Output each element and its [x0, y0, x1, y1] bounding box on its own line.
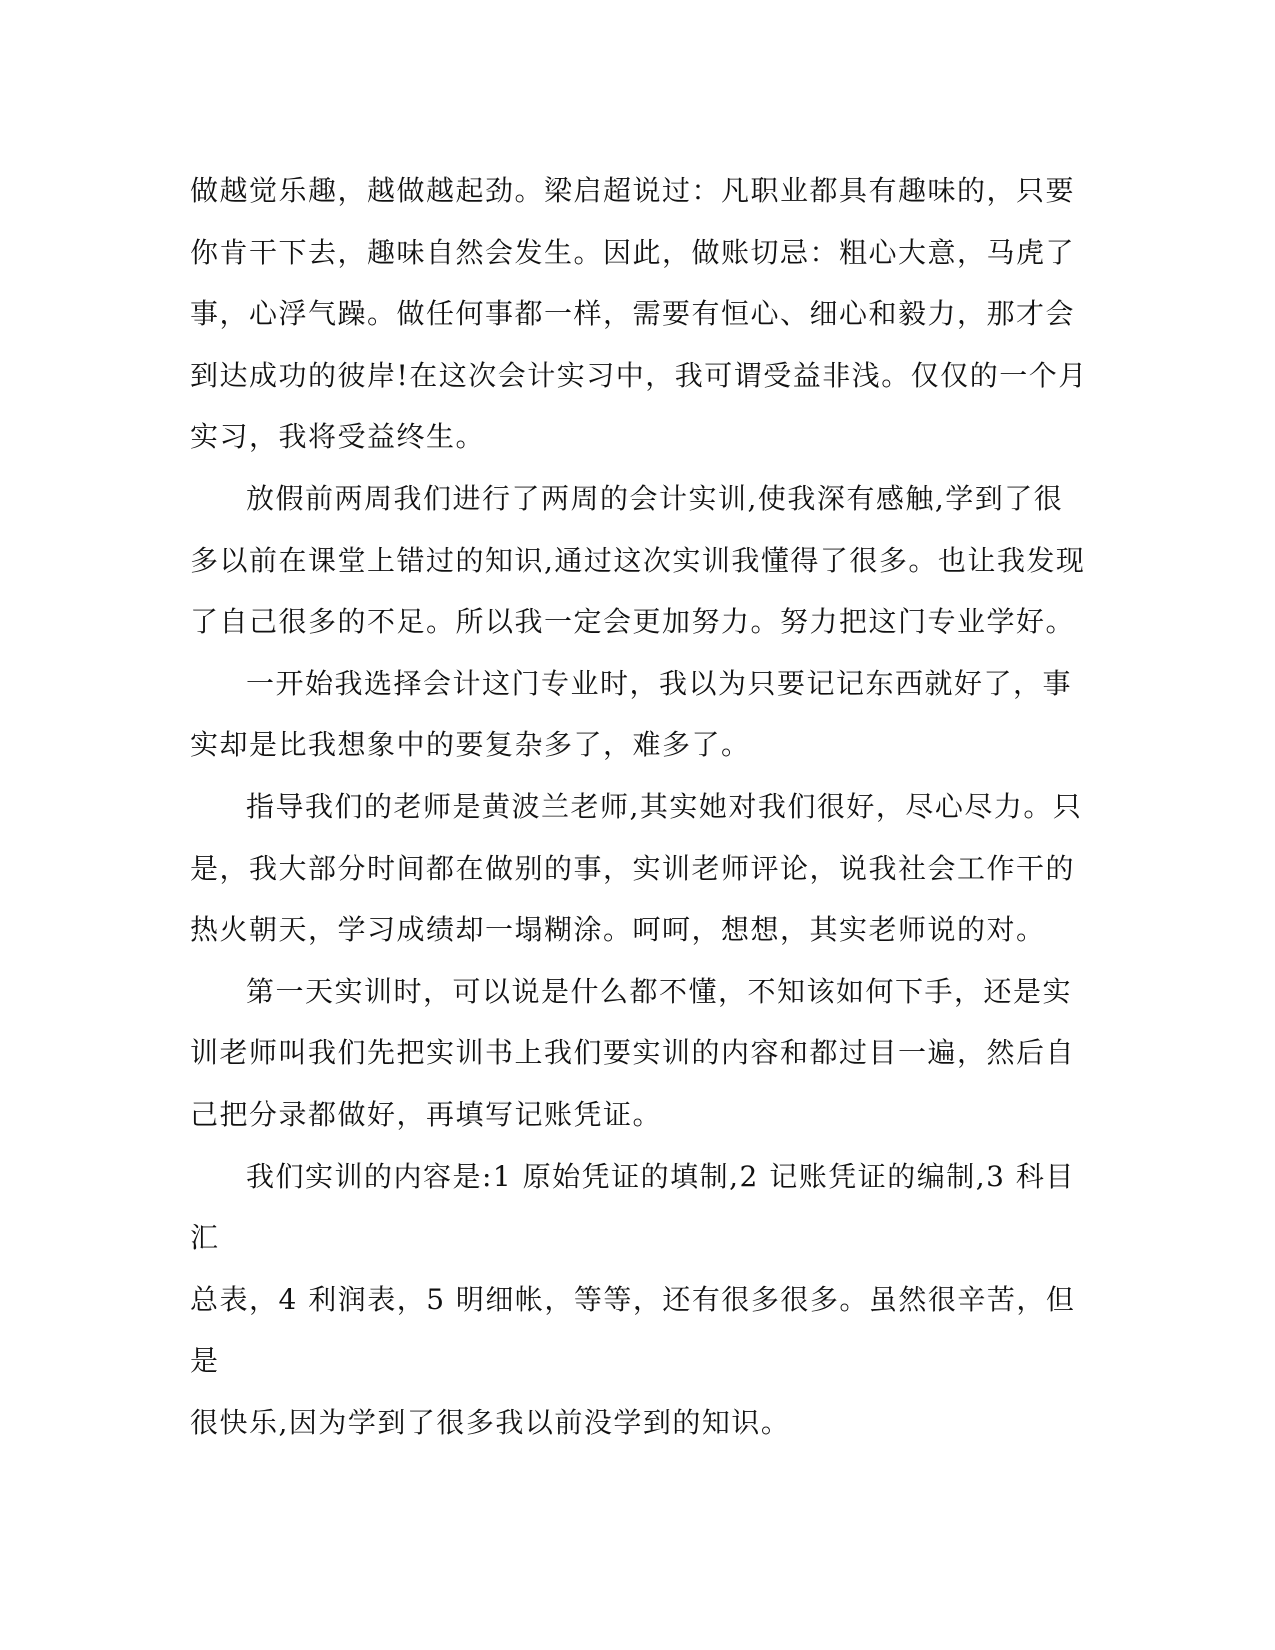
- paragraph-2-line-1: 放假前两周我们进行了两周的会计实训,使我深有感触,学到了很: [246, 481, 1064, 515]
- paragraph-5-line-1: 第一天实训时，可以说是什么都不懂，不知该如何下手，还是实: [246, 974, 1073, 1008]
- paragraph-6-line-2: 总表，4 利润表，5 明细帐，等等，还有很多很多。虽然很辛苦，但是: [190, 1282, 1076, 1378]
- paragraph-3: [190, 653, 1090, 776]
- paragraph-4: [190, 776, 1090, 961]
- paragraph-2-line-2: 多以前在课堂上错过的知识,通过这次实训我懂得了很多。也让我发现: [190, 543, 1086, 577]
- paragraph-1: [190, 160, 1090, 468]
- paragraph-1-line-2: 你肯干下去，趣味自然会发生。因此，做账切忌：粗心大意，马虎了: [190, 235, 1076, 269]
- paragraph-3-line-1: 一开始我选择会计这门专业时，我以为只要记记东西就好了，事: [246, 666, 1073, 700]
- paragraph-1-line-4: 到达成功的彼岸!在这次会计实习中，我可谓受益非浅。仅仅的一个月: [190, 358, 1088, 392]
- paragraph-4-line-3: 热火朝天，学习成绩却一塌糊涂。呵呵，想想，其实老师说的对。: [190, 913, 1046, 947]
- paragraph-4-line-2: 是，我大部分时间都在做别的事，实训老师评论，说我社会工作干的: [190, 851, 1076, 885]
- paragraph-2-line-3: 了自己很多的不足。所以我一定会更加努力。努力把这门专业学好。: [190, 605, 1076, 639]
- paragraph-1-line-3: 事，心浮气躁。做任何事都一样，需要有恒心、细心和毅力，那才会: [190, 297, 1076, 331]
- paragraph-6: [190, 1146, 1090, 1454]
- paragraph-6-line-1: 我们实训的内容是:1 原始凭证的填制,2 记账凭证的编制,3 科目汇: [190, 1159, 1075, 1255]
- paragraph-1-line-1: 做越觉乐趣，越做越起劲。梁启超说过：凡职业都具有趣味的，只要: [190, 174, 1076, 207]
- paragraph-3-line-2: 实却是比我想象中的要复杂多了，难多了。: [190, 728, 751, 762]
- paragraph-4-line-1: 指导我们的老师是黄波兰老师,其实她对我们很好，尽心尽力。只: [246, 789, 1083, 823]
- paragraph-5-line-2: 训老师叫我们先把实训书上我们要实训的内容和都过目一遍，然后自: [190, 1036, 1076, 1070]
- paragraph-5-line-3: 己把分录都做好，再填写记账凭证。: [190, 1097, 663, 1131]
- document-body: [190, 160, 1090, 1453]
- paragraph-2: [190, 468, 1090, 653]
- paragraph-6-line-3: 很快乐,因为学到了很多我以前没学到的知识。: [190, 1405, 791, 1439]
- paragraph-1-line-5: 实习，我将受益终生。: [190, 420, 486, 454]
- paragraph-5: [190, 961, 1090, 1146]
